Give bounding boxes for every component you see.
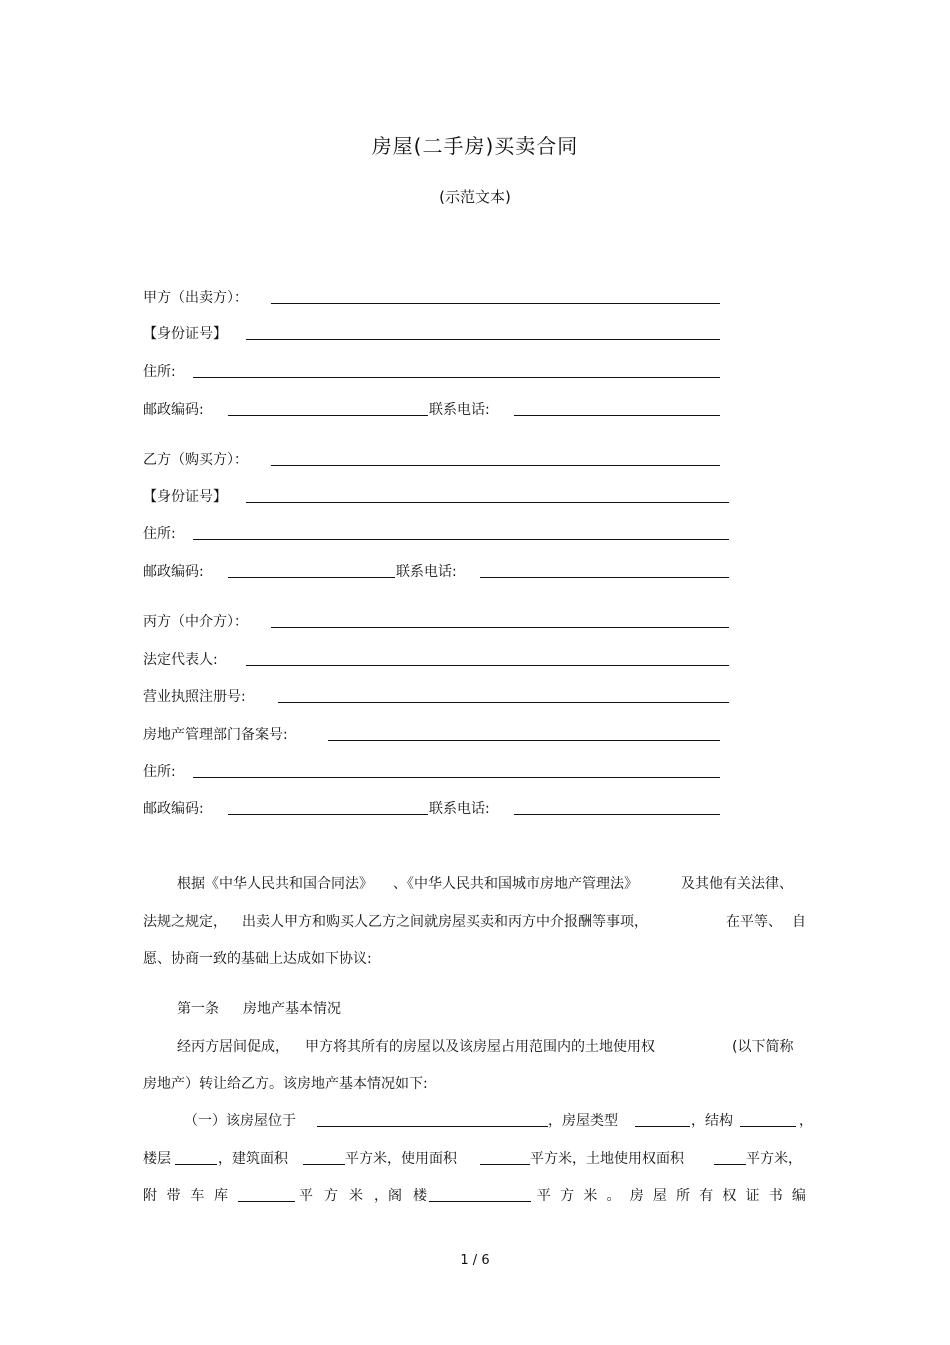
intro-text: 自 (792, 914, 806, 930)
party-c-postcode-label: 邮政编码: (143, 801, 204, 817)
item-char: 权 (722, 1188, 737, 1204)
item-text: 平方米，土地使用权面积 (530, 1151, 684, 1167)
intro-text: 及其他有关法律、 (681, 876, 793, 892)
party-c-postcode-field[interactable] (228, 814, 428, 815)
party-c-record-field[interactable] (328, 740, 720, 741)
party-b-postcode-label: 邮政编码: (143, 564, 204, 580)
item-text: 平方米， (746, 1151, 802, 1167)
item-char: 方 (324, 1188, 338, 1204)
item-char: 库 (213, 1188, 228, 1204)
party-c-name-field[interactable] (271, 627, 729, 628)
item-text: ， (799, 1113, 813, 1129)
item-char: ，阁 (374, 1188, 402, 1204)
attic-area-field[interactable] (429, 1201, 531, 1202)
party-b-address-field[interactable] (193, 539, 729, 540)
article-1-para-line-1 (143, 1036, 806, 1056)
party-c-rep-field[interactable] (246, 665, 729, 666)
item-char: 有 (699, 1188, 714, 1204)
item-char: 书 (768, 1188, 783, 1204)
party-a-name-field[interactable] (271, 303, 720, 304)
article-heading: 房地产基本情况 (243, 1001, 341, 1017)
item-char: 米 (349, 1188, 363, 1204)
party-b-id-label: 【身份证号】 (143, 489, 227, 505)
garage-area-field[interactable] (238, 1201, 295, 1202)
party-c-address-field[interactable] (193, 777, 720, 778)
item-1-line-3 (143, 1185, 806, 1205)
item-1-line-2 (143, 1148, 806, 1168)
item-1-line-1 (143, 1110, 813, 1130)
usable-area-field[interactable] (480, 1164, 530, 1165)
garage-unit (299, 1185, 427, 1205)
party-b-name-field[interactable] (271, 465, 720, 466)
party-c-license-label: 营业执照注册号: (143, 689, 246, 705)
house-type-field[interactable] (635, 1126, 690, 1127)
attic-unit (537, 1185, 806, 1205)
item-text: ，建筑面积 (218, 1151, 288, 1167)
intro-line-3 (143, 948, 806, 968)
item-text: 该房屋位于 (226, 1113, 296, 1129)
intro-line-1 (143, 873, 806, 893)
article-text: 经丙方居间促成， (177, 1039, 289, 1055)
item-char: 楼 (413, 1188, 427, 1204)
item-text: 平方米，使用面积 (345, 1151, 457, 1167)
item-char: 平 (537, 1188, 551, 1204)
article-number: 第一条 (177, 1001, 219, 1017)
item-char: 屋 (652, 1188, 667, 1204)
party-c-rep-label: 法定代表人: (143, 652, 218, 668)
party-c-record-label: 房地产管理部门备案号: (143, 727, 288, 743)
article-1-heading (143, 998, 806, 1018)
floor-field[interactable] (175, 1164, 217, 1165)
item-text: ，结构 (691, 1113, 733, 1129)
party-a-id-label: 【身份证号】 (143, 326, 227, 342)
party-a-label: 甲方（出卖方）： (143, 290, 248, 306)
article-text: (以下简称 (732, 1039, 794, 1055)
item-char: 。 (606, 1188, 621, 1204)
page-number: 1 / 6 (460, 1253, 490, 1268)
item-char: 车 (190, 1188, 205, 1204)
party-c-phone-field[interactable] (514, 814, 720, 815)
party-a-phone-label: 联系电话: (429, 402, 490, 418)
intro-text: 根据《中华人民共和国合同法》 (177, 876, 373, 892)
intro-text: 、《中华人民共和国城市房地产管理法》 (393, 876, 638, 892)
article-text: 甲方将其所有的房屋以及该房屋占用范围内的土地使用权 (305, 1039, 655, 1055)
article-text: 房地产）转让给乙方。该房地产基本情况如下: (143, 1076, 428, 1092)
page-subtitle: (示范文本) (439, 188, 511, 206)
intro-text: 法规之规定， (143, 914, 227, 930)
item-char: 所 (676, 1188, 691, 1204)
article-1-para-line-2 (143, 1073, 806, 1093)
party-a-id-field[interactable] (246, 339, 720, 340)
party-a-postcode-label: 邮政编码: (143, 402, 204, 418)
party-a-phone-field[interactable] (514, 415, 720, 416)
intro-text: 出卖人甲方和购买人乙方之间就房屋买卖和丙方中介报酬等事项， (242, 914, 648, 930)
item-char: 带 (166, 1188, 181, 1204)
house-location-field[interactable] (317, 1126, 548, 1127)
party-b-postcode-field[interactable] (228, 577, 395, 578)
party-c-address-label: 住所: (143, 764, 176, 780)
party-a-address-field[interactable] (193, 377, 720, 378)
item-char: 附 (143, 1188, 157, 1204)
item-char: 证 (745, 1188, 760, 1204)
land-area-field[interactable] (714, 1164, 746, 1165)
garage-label (143, 1185, 228, 1205)
intro-text: 愿、协商一致的基础上达成如下协议: (143, 951, 372, 967)
party-a-address-label: 住所: (143, 364, 176, 380)
building-area-field[interactable] (303, 1164, 345, 1165)
item-char: 平 (299, 1188, 313, 1204)
party-c-label: 丙方（中介方）： (143, 614, 248, 630)
item-char: 编 (791, 1188, 806, 1204)
intro-line-2 (143, 911, 806, 931)
item-char: 房 (629, 1188, 644, 1204)
party-b-id-field[interactable] (246, 502, 729, 503)
item-text: 楼层 (143, 1151, 171, 1167)
party-b-address-label: 住所: (143, 526, 176, 542)
intro-text: 在平等、 (726, 914, 782, 930)
party-b-phone-field[interactable] (480, 577, 729, 578)
item-char: 方 (560, 1188, 575, 1204)
item-text: ，房屋类型 (548, 1113, 618, 1129)
page-title: 房屋(二手房)买卖合同 (371, 134, 579, 158)
party-b-label: 乙方（购买方）： (143, 452, 248, 468)
item-char: 米 (583, 1188, 598, 1204)
party-c-phone-label: 联系电话: (429, 801, 490, 817)
party-a-postcode-field[interactable] (228, 415, 428, 416)
item-prefix: （一） (184, 1113, 226, 1129)
party-b-phone-label: 联系电话: (396, 564, 457, 580)
party-c-license-field[interactable] (278, 702, 729, 703)
structure-field[interactable] (740, 1126, 796, 1127)
